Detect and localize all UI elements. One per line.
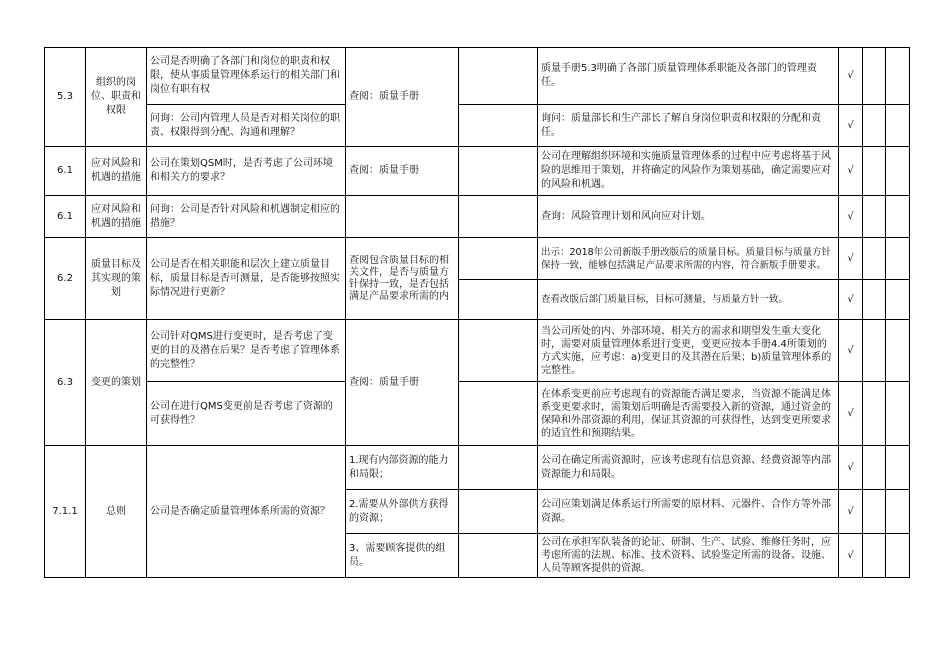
- blank-cell: [346, 196, 459, 238]
- clause-number: 6.1: [45, 196, 86, 238]
- blank-cell: [863, 238, 886, 280]
- clause-number: 6.1: [45, 147, 86, 196]
- blank-cell: [863, 382, 886, 446]
- audit-record: 询问：质量部长和生产部长了解自身岗位职责和权限的分配和责任。: [538, 105, 839, 147]
- blank-cell: [886, 446, 910, 490]
- clause-title: 变更的策划: [86, 320, 147, 446]
- blank-cell: [886, 534, 910, 578]
- check-mark: √: [839, 382, 863, 446]
- audit-method: 3、需要顾客提供的组员。: [346, 534, 459, 578]
- blank-cell: [886, 196, 910, 238]
- table-row: [45, 105, 910, 147]
- blank-cell: [459, 280, 538, 320]
- clause-title: 应对风险和机遇的措施: [86, 147, 147, 196]
- audit-method: 2.需要从外部供方获得的资源；: [346, 490, 459, 534]
- blank-cell: [459, 490, 538, 534]
- blank-cell: [886, 147, 910, 196]
- audit-checklist-table: [44, 47, 910, 578]
- clause-title: 总则: [86, 446, 147, 578]
- check-mark: √: [839, 147, 863, 196]
- audit-question: 公司是否明确了各部门和岗位的职责和权限，使从事质量管理体系运行的相关部门和岗位有职有权: [147, 48, 346, 105]
- blank-cell: [459, 446, 538, 490]
- blank-cell: [863, 48, 886, 105]
- audit-question: 问询：公司是否针对风险和机遇制定相应的措施？: [147, 196, 346, 238]
- clause-title: 应对风险和机遇的措施: [86, 196, 147, 238]
- audit-record: 当公司所处的内、外部环境、相关方的需求和期望发生重大变化时，需要对质量管理体系进行变更，变更应按本手册4.4所策划的方式实施，应考虑：a)变更目的及其潜在后果；b)质量管理体系的完整性。: [538, 320, 839, 382]
- blank-cell: [886, 320, 910, 382]
- audit-method: 查阅：质量手册: [346, 320, 459, 446]
- check-mark: √: [839, 280, 863, 320]
- blank-cell: [863, 105, 886, 147]
- blank-cell: [863, 490, 886, 534]
- clause-number: 6.3: [45, 320, 86, 446]
- audit-record: 公司应策划满足体系运行所需要的原材料、元器件、合作方等外部资源。: [538, 490, 839, 534]
- blank-cell: [459, 196, 538, 238]
- clause-number: 6.2: [45, 238, 86, 320]
- audit-record: 公司在理解组织环境和实施质量管理体系的过程中应考虑将基于风险的思维用于策划，并将确定的风险作为策划基础，确定需要应对的风险和机遇。: [538, 147, 839, 196]
- blank-cell: [886, 382, 910, 446]
- blank-cell: [459, 382, 538, 446]
- check-mark: √: [839, 446, 863, 490]
- blank-cell: [863, 446, 886, 490]
- check-mark: √: [839, 48, 863, 105]
- blank-cell: [886, 48, 910, 105]
- blank-cell: [886, 238, 910, 280]
- blank-cell: [863, 320, 886, 382]
- audit-record: 在体系变更前应考虑现有的资源能否满足要求，当资源不能满足体系变更要求时，需策划后明确是否需要投入新的资源，通过资金的保障和外部资源的利用，保证其资源的可获得性，达到变更所要求的适宜性和预期结果。: [538, 382, 839, 446]
- table-row: [45, 196, 910, 238]
- table-row: [45, 320, 910, 382]
- audit-question: 公司在进行QMS变更前是否考虑了资源的可获得性？: [147, 382, 346, 446]
- table-row: [45, 238, 910, 280]
- blank-cell: [863, 147, 886, 196]
- check-mark: √: [839, 490, 863, 534]
- blank-cell: [863, 280, 886, 320]
- audit-method: 查阅：质量手册: [346, 147, 459, 196]
- check-mark: √: [839, 196, 863, 238]
- clause-title: 组织的岗位、职责和权限: [86, 48, 147, 147]
- blank-cell: [886, 105, 910, 147]
- blank-cell: [459, 105, 538, 147]
- audit-record: 查询：风险管理计划和风向应对计划。: [538, 196, 839, 238]
- table-row: [45, 147, 910, 196]
- blank-cell: [459, 320, 538, 382]
- audit-record: 公司在承担军队装备的论证、研制、生产、试验、维修任务时，应考虑所需的法规、标准、技术资料、试验鉴定所需的设备、设施、人员等顾客提供的资源。: [538, 534, 839, 578]
- audit-question: 公司在策划QSM时，是否考虑了公司环境和相关方的要求？: [147, 147, 346, 196]
- blank-cell: [459, 534, 538, 578]
- audit-method-text: 查阅包含质量目标的相关文件，是否与质量方针保持一致，是否包括满足产品要求所需的内: [349, 254, 449, 302]
- blank-cell: [459, 48, 538, 105]
- check-mark: √: [839, 238, 863, 280]
- audit-method: [346, 238, 459, 320]
- check-mark: √: [839, 534, 863, 578]
- check-mark: √: [839, 105, 863, 147]
- audit-question: 公司是否在相关职能和层次上建立质量目标，质量目标是否可测量，是否能够按照实际情况进行更新？: [147, 238, 346, 320]
- audit-record: 质量手册5.3明确了各部门质量管理体系职能及各部门的管理责任。: [538, 48, 839, 105]
- audit-question: 公司是否确定质量管理体系所需的资源？: [147, 446, 346, 578]
- table-row: [45, 48, 910, 105]
- table-row: [45, 382, 910, 446]
- blank-cell: [459, 238, 538, 280]
- blank-cell: [863, 534, 886, 578]
- clause-number: 7.1.1: [45, 446, 86, 578]
- clause-title: 质量目标及其实现的策划: [86, 238, 147, 320]
- blank-cell: [459, 147, 538, 196]
- clause-number: 5.3: [45, 48, 86, 147]
- audit-question: 问询：公司内管理人员是否对相关岗位的职责、权限得到分配、沟通和理解？: [147, 105, 346, 147]
- audit-record: 出示：2018年公司新版手册改版后的质量目标。质量目标与质量方针保持一致，能够包括满足产品要求所需的内容，符合新版手册要求。: [538, 238, 839, 280]
- audit-record: 公司在确定所需资源时，应该考虑现有信息资源、经费资源等内部资源能力和局限。: [538, 446, 839, 490]
- audit-question: 公司针对QMS进行变更时，是否考虑了变更的目的及潜在后果？是否考虑了管理体系的完整性？: [147, 320, 346, 382]
- blank-cell: [886, 490, 910, 534]
- blank-cell: [886, 280, 910, 320]
- audit-method: 1.现有内部资源的能力和局限；: [346, 446, 459, 490]
- audit-method: 查阅：质量手册: [346, 48, 459, 147]
- check-mark: √: [839, 320, 863, 382]
- table-row: [45, 446, 910, 490]
- audit-record: 查看改版后部门质量目标，目标可测量，与质量方针一致。: [538, 280, 839, 320]
- blank-cell: [863, 196, 886, 238]
